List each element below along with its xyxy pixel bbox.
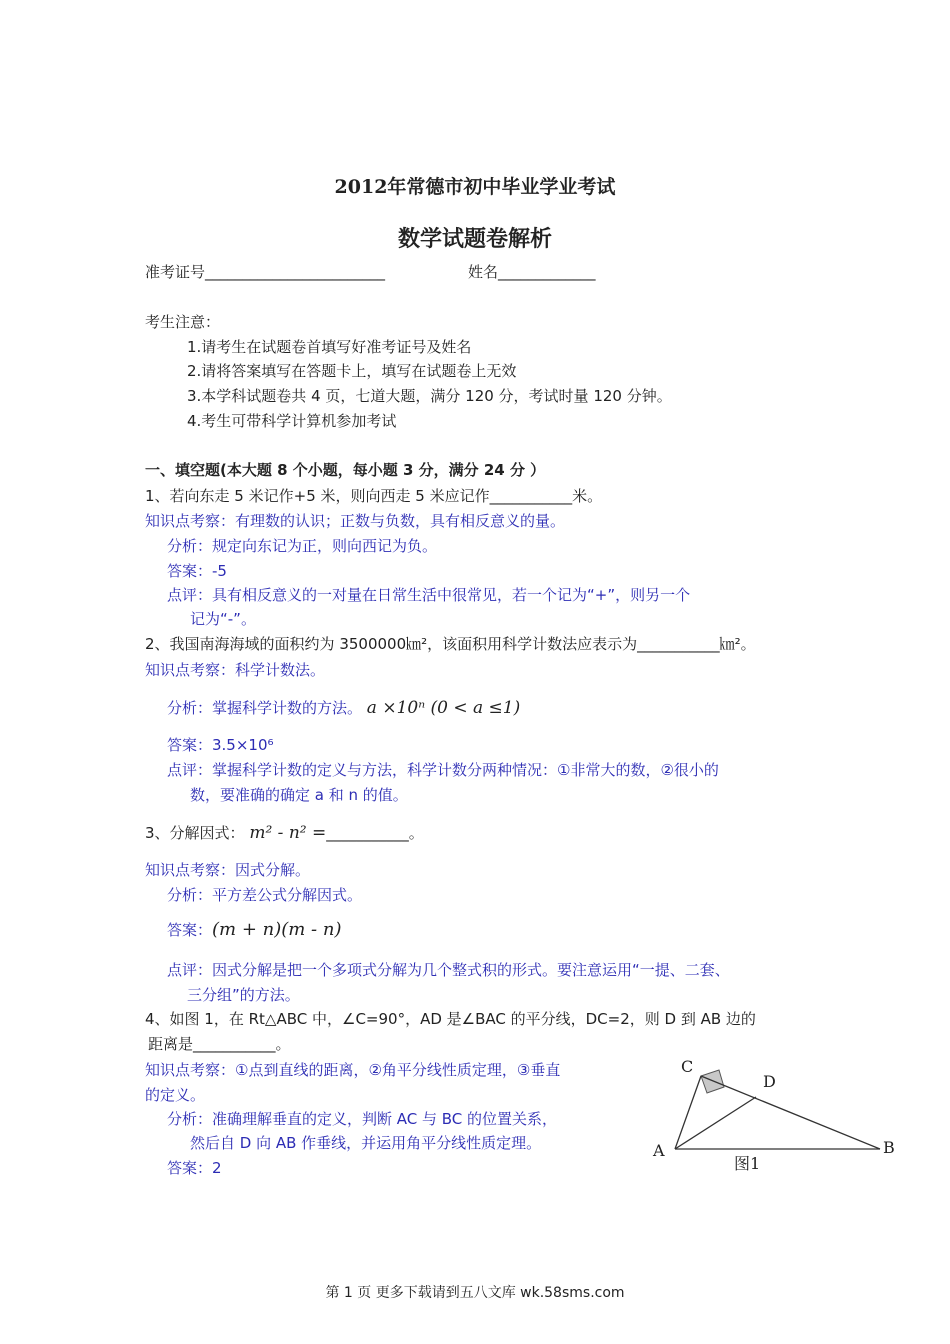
exam-id-line — [145, 262, 385, 282]
q2-analysis — [167, 698, 520, 718]
q4-knowledge-line2: 的定义。 — [145, 1086, 206, 1104]
figure-1 — [640, 1055, 910, 1180]
q1-comment-line2: 记为“-”。 — [190, 610, 256, 628]
bisector-ad — [675, 1097, 756, 1149]
section-heading: 一、填空题(本大题 8 个小题，每小题 3 分，满分 24 分 ） — [145, 461, 546, 479]
q3-question-formula: m² - n² = — [249, 823, 327, 843]
q3-answer-formula: (m + n)(m - n) — [212, 919, 342, 940]
label-c: C — [681, 1057, 694, 1076]
document-title: 2012年常德市初中毕业学业考试 — [334, 176, 616, 198]
side-ac — [675, 1076, 701, 1149]
q4-question-line2: 距离是___________。 — [148, 1035, 291, 1053]
name-label: 姓名 — [468, 263, 499, 281]
exam-id-label: 准考证号 — [145, 263, 206, 281]
q3-question-suffix: ___________。 — [326, 824, 424, 842]
q2-analysis-text: 分析：掌握科学计数的方法。 — [167, 699, 363, 717]
q3-question — [145, 823, 424, 843]
q3-comment-line1: 点评：因式分解是把一个多项式分解为几个整式积的形式。要注意运用“一提、二套、 — [167, 961, 730, 979]
name-blank: _____________ — [498, 263, 596, 281]
document-subtitle: 数学试题卷解析 — [397, 226, 552, 252]
q4-question-line1: 4、如图 1，在 Rt△ABC 中，∠C=90°，AD 是∠BAC 的平分线，DC=2，则 D 到 AB 边的 — [145, 1010, 756, 1028]
q1-question: 1、若向东走 5 米记作+5 米，则向西走 5 米应记作___________米。 — [145, 487, 603, 505]
q2-comment-line1: 点评：掌握科学计数的定义与方法，科学计数分两种情况：①非常大的数，②很小的 — [167, 761, 719, 779]
notice-item-1: 1.请考生在试题卷首填写好准考证号及姓名 — [187, 338, 472, 356]
notice-item-4: 4.考生可带科学计算机参加考试 — [187, 412, 397, 430]
exam-id-blank: ________________________ — [205, 263, 386, 281]
q3-knowledge: 知识点考察：因式分解。 — [145, 861, 311, 879]
q3-analysis: 分析：平方差公式分解因式。 — [167, 886, 363, 904]
q1-answer: 答案：-5 — [167, 562, 227, 580]
notice-heading: 考生注意： — [145, 313, 221, 331]
side-cb — [701, 1076, 880, 1149]
q4-answer: 答案：2 — [167, 1159, 222, 1177]
q1-knowledge: 知识点考察：有理数的认识；正数与负数，具有相反意义的量。 — [145, 512, 566, 530]
notice-item-3: 3.本学科试题卷共 4 页，七道大题，满分 120 分，考试时量 120 分钟。 — [187, 387, 672, 405]
q3-question-prefix: 3、分解因式： — [145, 824, 245, 842]
q3-comment-line2: 三分组”的方法。 — [187, 986, 300, 1004]
q2-comment-line2: 数，要准确的确定 a 和 n 的值。 — [190, 786, 408, 804]
q4-analysis-line2: 然后自 D 向 AB 作垂线，并运用角平分线性质定理。 — [190, 1134, 542, 1152]
q3-answer — [167, 920, 341, 940]
q4-knowledge-line1: 知识点考察：①点到直线的距离，②角平分线性质定理，③垂直 — [145, 1061, 561, 1079]
name-line — [468, 262, 596, 282]
q2-question: 2、我国南海海域的面积约为 3500000㎞²，该面积用科学计数法应表示为___________㎞²。 — [145, 635, 756, 653]
q3-answer-label: 答案： — [167, 921, 213, 939]
q2-analysis-formula: a ×10ⁿ (0 < a ≤1) — [366, 698, 521, 718]
q1-comment-line1: 点评：具有相反意义的一对量在日常生活中很常见，若一个记为“+”，则另一个 — [167, 586, 691, 604]
label-d: D — [763, 1072, 776, 1091]
notice-item-2: 2.请将答案填写在答题卡上，填写在试题卷上无效 — [187, 362, 517, 380]
q2-knowledge: 知识点考察：科学计数法。 — [145, 661, 326, 679]
q2-answer: 答案：3.5×10⁶ — [167, 736, 274, 754]
page-footer: 第 1 页 更多下载请到五八文库 wk.58sms.com — [325, 1285, 625, 1301]
right-angle-marker — [701, 1070, 724, 1093]
q1-analysis: 分析：规定向东记为正，则向西记为负。 — [167, 537, 438, 555]
label-a: A — [653, 1141, 665, 1160]
label-b: B — [883, 1138, 895, 1157]
figure-caption: 图1 — [734, 1154, 761, 1173]
q4-analysis-line1: 分析：准确理解垂直的定义，判断 AC 与 BC 的位置关系， — [167, 1110, 558, 1128]
